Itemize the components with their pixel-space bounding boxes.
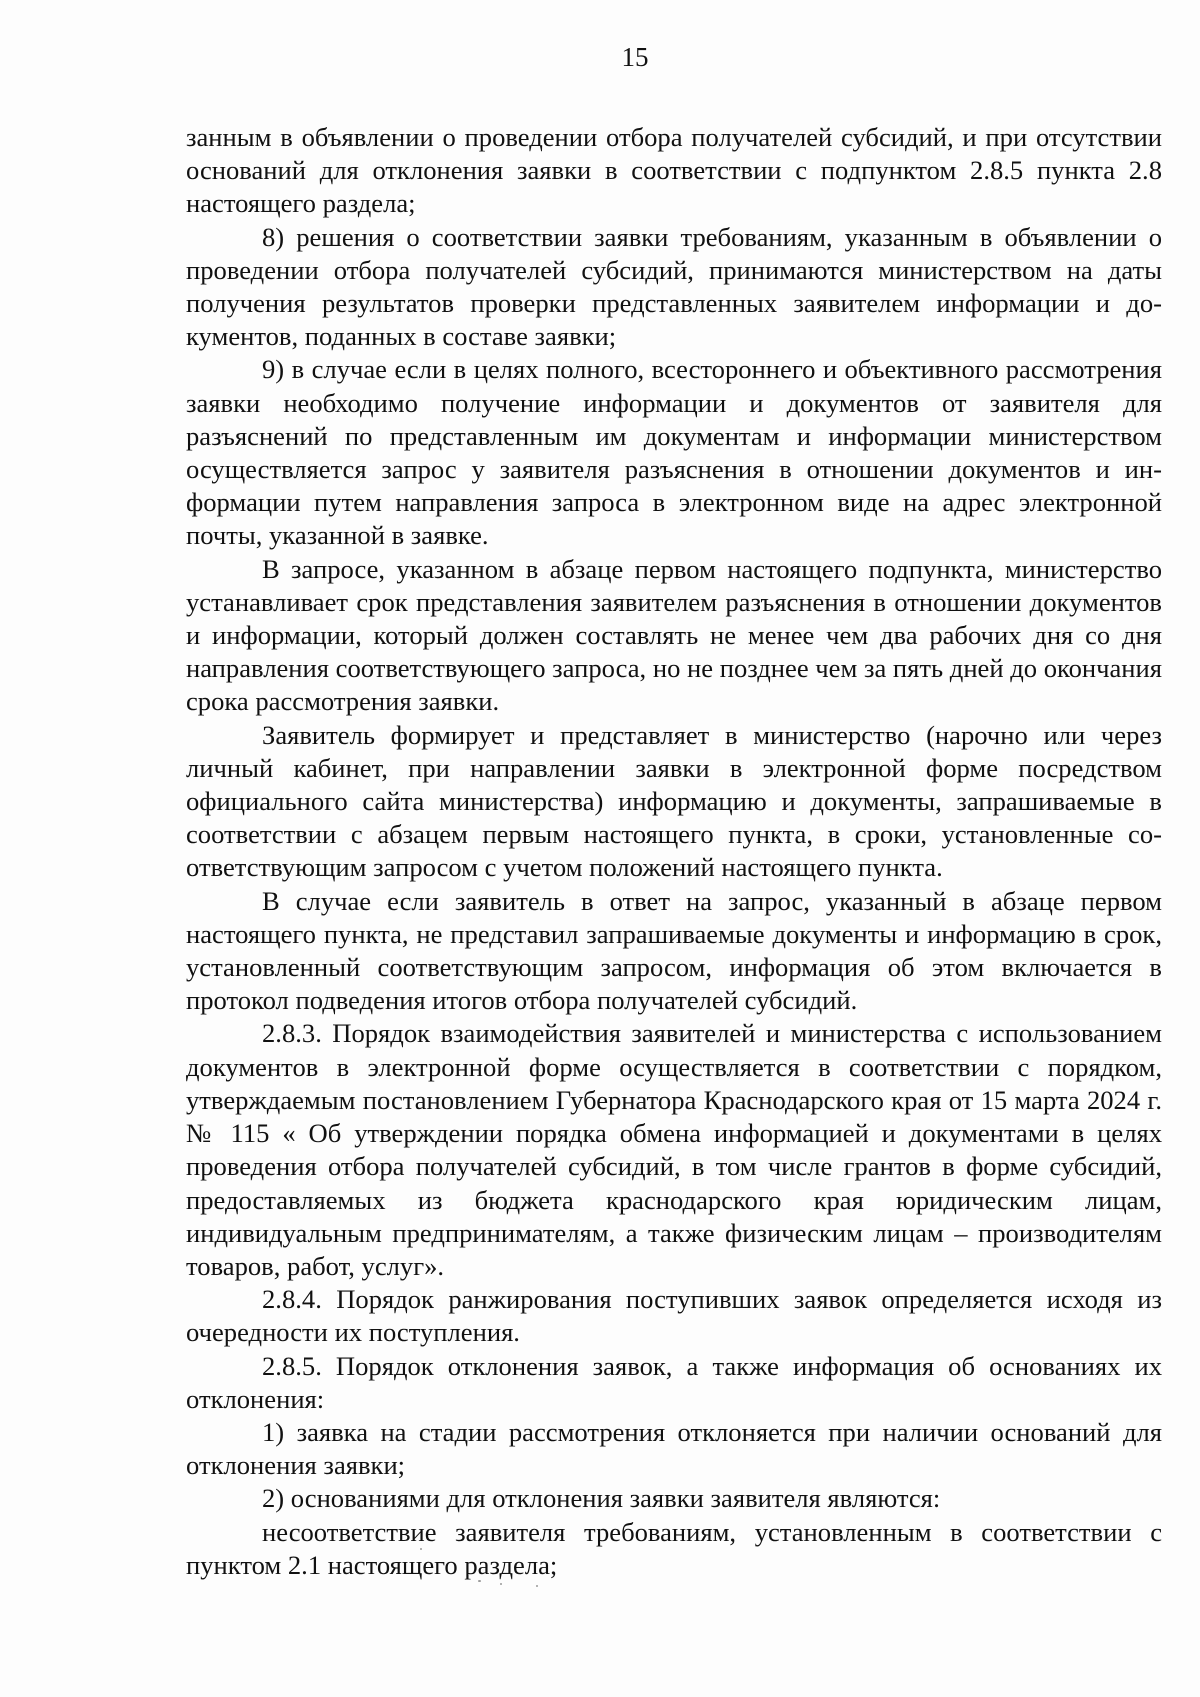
page-number: 15	[621, 42, 649, 72]
scan-speck	[420, 1548, 422, 1550]
scan-speck	[500, 1583, 502, 1585]
paragraph-item-9: 9) в случае если в целях полного, всестороннего и объективного рассмотрения заявки необходимо получение информации и документов от заявителя для разъяснений по представленным им документам и информации министерством осуществляется запрос у заявителя разъяснения в отношении документов и информации путем направления запроса в электронном виде на адрес электронной почты, указанной в заявке.	[186, 354, 1162, 551]
document-body	[186, 121, 1162, 1582]
paragraph-2-8-5-item-2: 2) основаниями для отклонения заявки заявителя являются:	[262, 1483, 941, 1514]
paragraph-applicant-submission: Заявитель формирует и представляет в министерство (нарочно или через личный кабинет, при направлении заявки в электронной форме посредством официального сайта министерства) информацию и документы, запрашиваемые в соответствии с абзацем первым настоящего пункта, в сроки, установленные соответствующим запросом с учетом положений настоящего пункта.	[186, 719, 1162, 883]
paragraph-continuation: занным в объявлении о проведении отбора получателей субсидий, и при отсутствии оснований для отклонения заявки в соответствии с подпунктом 2.8.5 пункта 2.8 настоящего раздела;	[186, 122, 1162, 219]
paragraph-nonconformity: несоответствие заявителя требованиям, установленным в соответствии с пунктом 2.1 настоящего раздела;	[186, 1516, 1162, 1580]
paragraph-2-8-5-item-1: 1) заявка на стадии рассмотрения отклоняется при наличии оснований для отклонения заявки;	[186, 1416, 1162, 1481]
scan-speck	[478, 1580, 481, 1582]
paragraph-2-8-5: 2.8.5. Порядок отклонения заявок, а также информация об основаниях их отклонения:	[186, 1350, 1162, 1414]
paragraph-2-8-4: 2.8.4. Порядок ранжирования поступивших заявок определяется исходя из очередности их поступления.	[186, 1284, 1162, 1348]
scan-speck	[536, 1585, 538, 1587]
paragraph-2-8-3: 2.8.3. Порядок взаимодействия заявителей и министерства с использованием документов в электронной форме осуществляется в соответствии с порядком, утверждаемым постановлением Губернатора Краснодарского края от 15 марта 2024 г. № 115 « Об утверждении порядка обмена информацией и документами в целях проведения отбора получателей субсидий, в том числе грантов в форме субсидий, предоставляемых из бюджета краснодарского края юридическим лицам, индивидуальным предпринимателям, а также физическим лицам – производителям товаров, работ, услуг».	[186, 1018, 1162, 1281]
paragraph-no-response: В случае если заявитель в ответ на запрос, указанный в абзаце первом настоящего пункта, не представил запрашиваемые документы и информацию в срок, установленный соответствующим запросом, информация об этом включается в протокол подведения итогов отбора получателей субсидий.	[186, 885, 1162, 1016]
paragraph-item-8: 8) решения о соответствии заявки требованиям, указанным в объявлении о проведении отбора получателей субсидий, принимаются министерством на даты получения результатов проверки представленных заявителем информации и документов, поданных в составе заявки;	[186, 221, 1162, 352]
paragraph-request-deadline: В запросе, указанном в абзаце первом настоящего подпункта, министерство устанавливает срок представления заявителем разъяснения в отношении документов и информации, который должен составлять не менее чем два рабочих дня со дня направления соответствующего запроса, но не позднее чем за пять дней до окончания срока рассмотрения заявки.	[186, 553, 1162, 717]
